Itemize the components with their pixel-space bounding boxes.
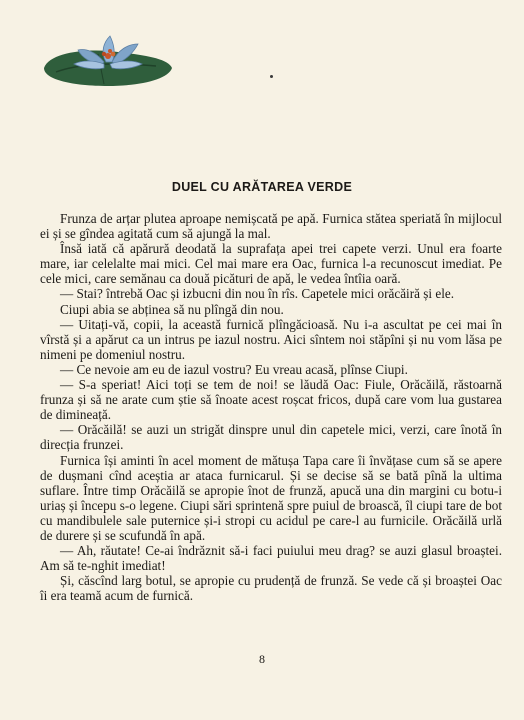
story-text <box>40 211 502 603</box>
paragraph: Însă iată că apărură deodată la suprafața apei trei capete verzi. Unul era foarte mare, iar celelalte mai mici. Cel mai mare era Oac, furnica l-a recunoscut imediat. Pe cele mici, care semănau ca două picături de apă, le vedea întîia oară. <box>40 241 502 287</box>
paragraph: Frunza de arțar plutea aproape nemișcată pe apă. Furnica stătea speriată în mijlocul ei și se gîndea agitată cum să ajungă la mal. <box>40 211 502 242</box>
paragraph: — Ah, răutate! Ce-ai îndrăznit să-i faci puiului meu drag? se auzi glasul broaștei. Am să te-nghit imediat! <box>40 543 502 574</box>
chapter-title: DUEL CU ARĂTAREA VERDE <box>171 180 353 194</box>
paragraph: — Ce nevoie am eu de iazul vostru? Eu vreau acasă, plînse Ciupi. <box>60 361 408 377</box>
paragraph: — Uitați-vă, copii, la această furnică plîngăcioasă. Nu i-a ascultat pe cei mai în vîrstă și a apărut ca un intrus pe iazul nostru. Aici sîntem noi stăpîni și nu vom lăsa pe nimeni pe domeniul nostru. <box>40 316 502 362</box>
water-lily-icon <box>38 30 176 90</box>
print-speck <box>270 75 273 78</box>
paragraph: Și, căscînd larg botul, se apropie cu prudență de frunză. Se vede că și broaștei Oac îi era teamă acum de furnică. <box>40 573 502 604</box>
paragraph: Ciupi abia se abținea să nu plîngă din nou. <box>60 301 284 317</box>
paragraph: — Stai? întrebă Oac și izbucni din nou în rîs. Capetele mici orăcăiră și ele. <box>60 286 455 302</box>
page-number: 8 <box>259 652 265 666</box>
paragraph: — Orăcăilă! se auzi un strigăt dinspre unul din capetele mici, verzi, care înotă în direcția frunzei. <box>40 422 502 453</box>
paragraph: — S-a speriat! Aici toți se tem de noi! se lăudă Oac: Fiule, Orăcăilă, răstoarnă frunza și să ne arate cum știe să înoate acest roșcat fricos, după care vom lua gustarea de dimineață. <box>40 377 502 423</box>
paragraph: Furnica își aminti în acel moment de mătușa Tapa care îi învățase cum să se apere de dușmani cînd aceștia ar ataca furnicarul. Și se decise să se bată pînă la ultima suflare. Între timp Orăcăilă se apropie înot de frunză, apucă una din margini cu botu-i uriaș și începu s-o legene. Ciupi sări sprintenă spre puiul de broască, îl ciupi tare de bot cu mandibulele sale puternice și-i stropi cu acidul pe care-l au furnicile. Orăcăilă urlă de durere și se scufundă în apă. <box>40 452 502 543</box>
